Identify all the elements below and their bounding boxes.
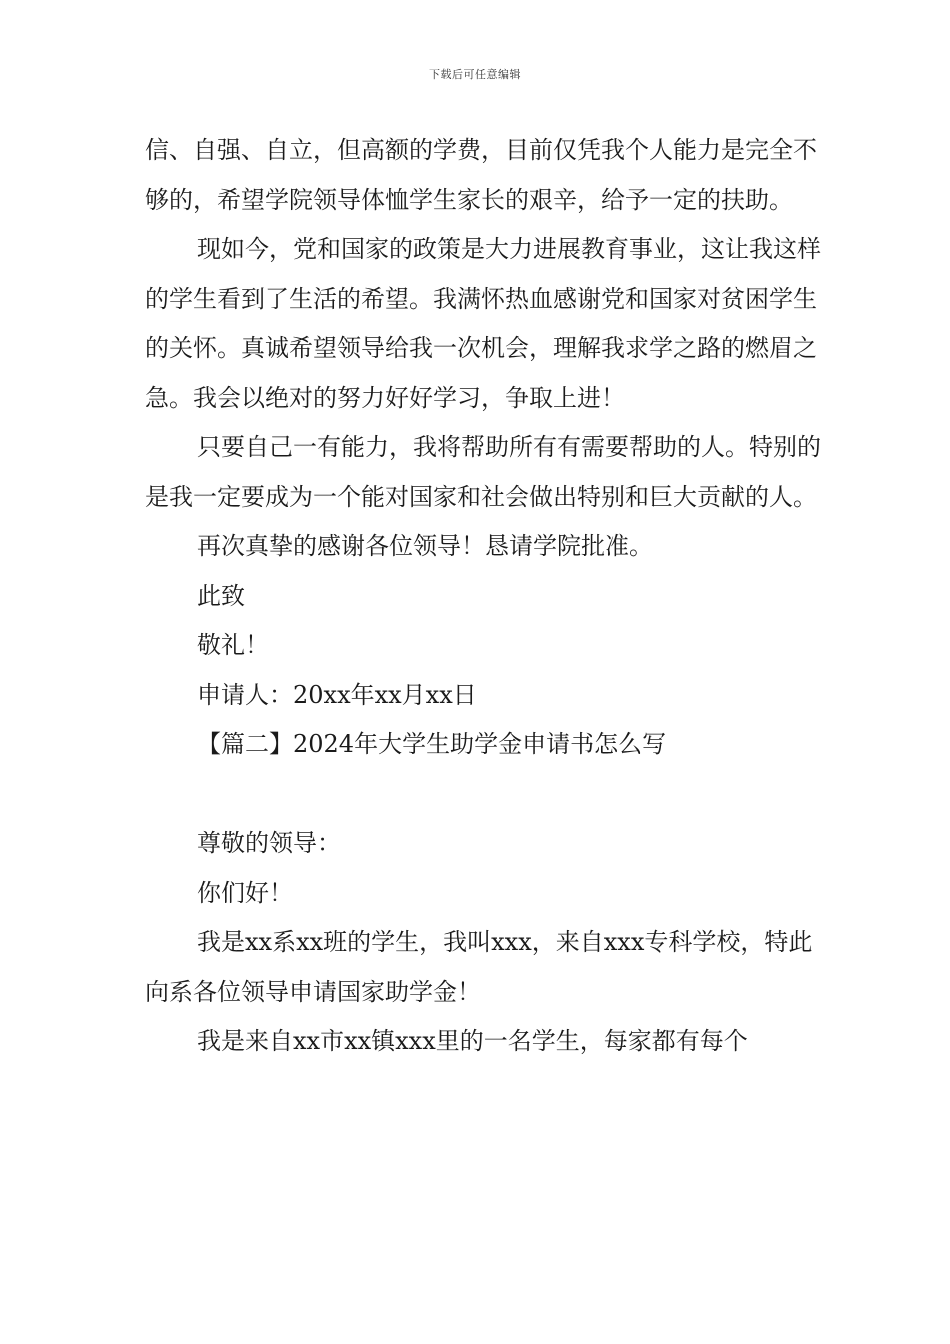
document-body [145,126,825,1067]
paragraph-help-others: 只要自己一有能力，我将帮助所有有需要帮助的人。特别的是我一定要成为一个能对国家和社会做出特别和巨大贡献的人。 [145,433,821,511]
applicant-signature: 申请人：20xx年xx月xx日 [197,680,477,709]
greeting-hello: 你们好！ [197,878,293,907]
paragraph-policy: 现如今，党和国家的政策是大力进展教育事业，这让我这样的学生看到了生活的希望。我满怀热血感谢党和国家对贫困学生的关怀。真诚希望领导给我一次机会，理解我求学之路的燃眉之急。我会以绝对的努力好好学习，争取上进！ [145,235,821,412]
paragraph-continuation: 信、自强、自立，但高额的学费，目前仅凭我个人能力是完全不够的，希望学院领导体恤学生家长的艰辛，给予一定的扶助。 [145,136,817,214]
closing-salutation: 此致 [197,581,245,610]
paragraph-background: 我是来自xx市xx镇xxx里的一名学生，每家都有每个 [197,1027,748,1055]
greeting-leaders: 尊敬的领导： [197,829,341,857]
blank-line [145,770,825,820]
section-heading-part-two: 【篇二】2024年大学生助学金申请书怎么写 [197,730,667,758]
closing-respect: 敬礼！ [197,631,269,659]
page-header: 下载后可任意编辑 [429,68,521,81]
paragraph-introduction: 我是xx系xx班的学生，我叫xxx，来自xxx专科学校，特此向系各位领导申请国家助学金！ [145,928,813,1006]
paragraph-thanks: 再次真挚的感谢各位领导！恳请学院批准。 [197,532,653,560]
